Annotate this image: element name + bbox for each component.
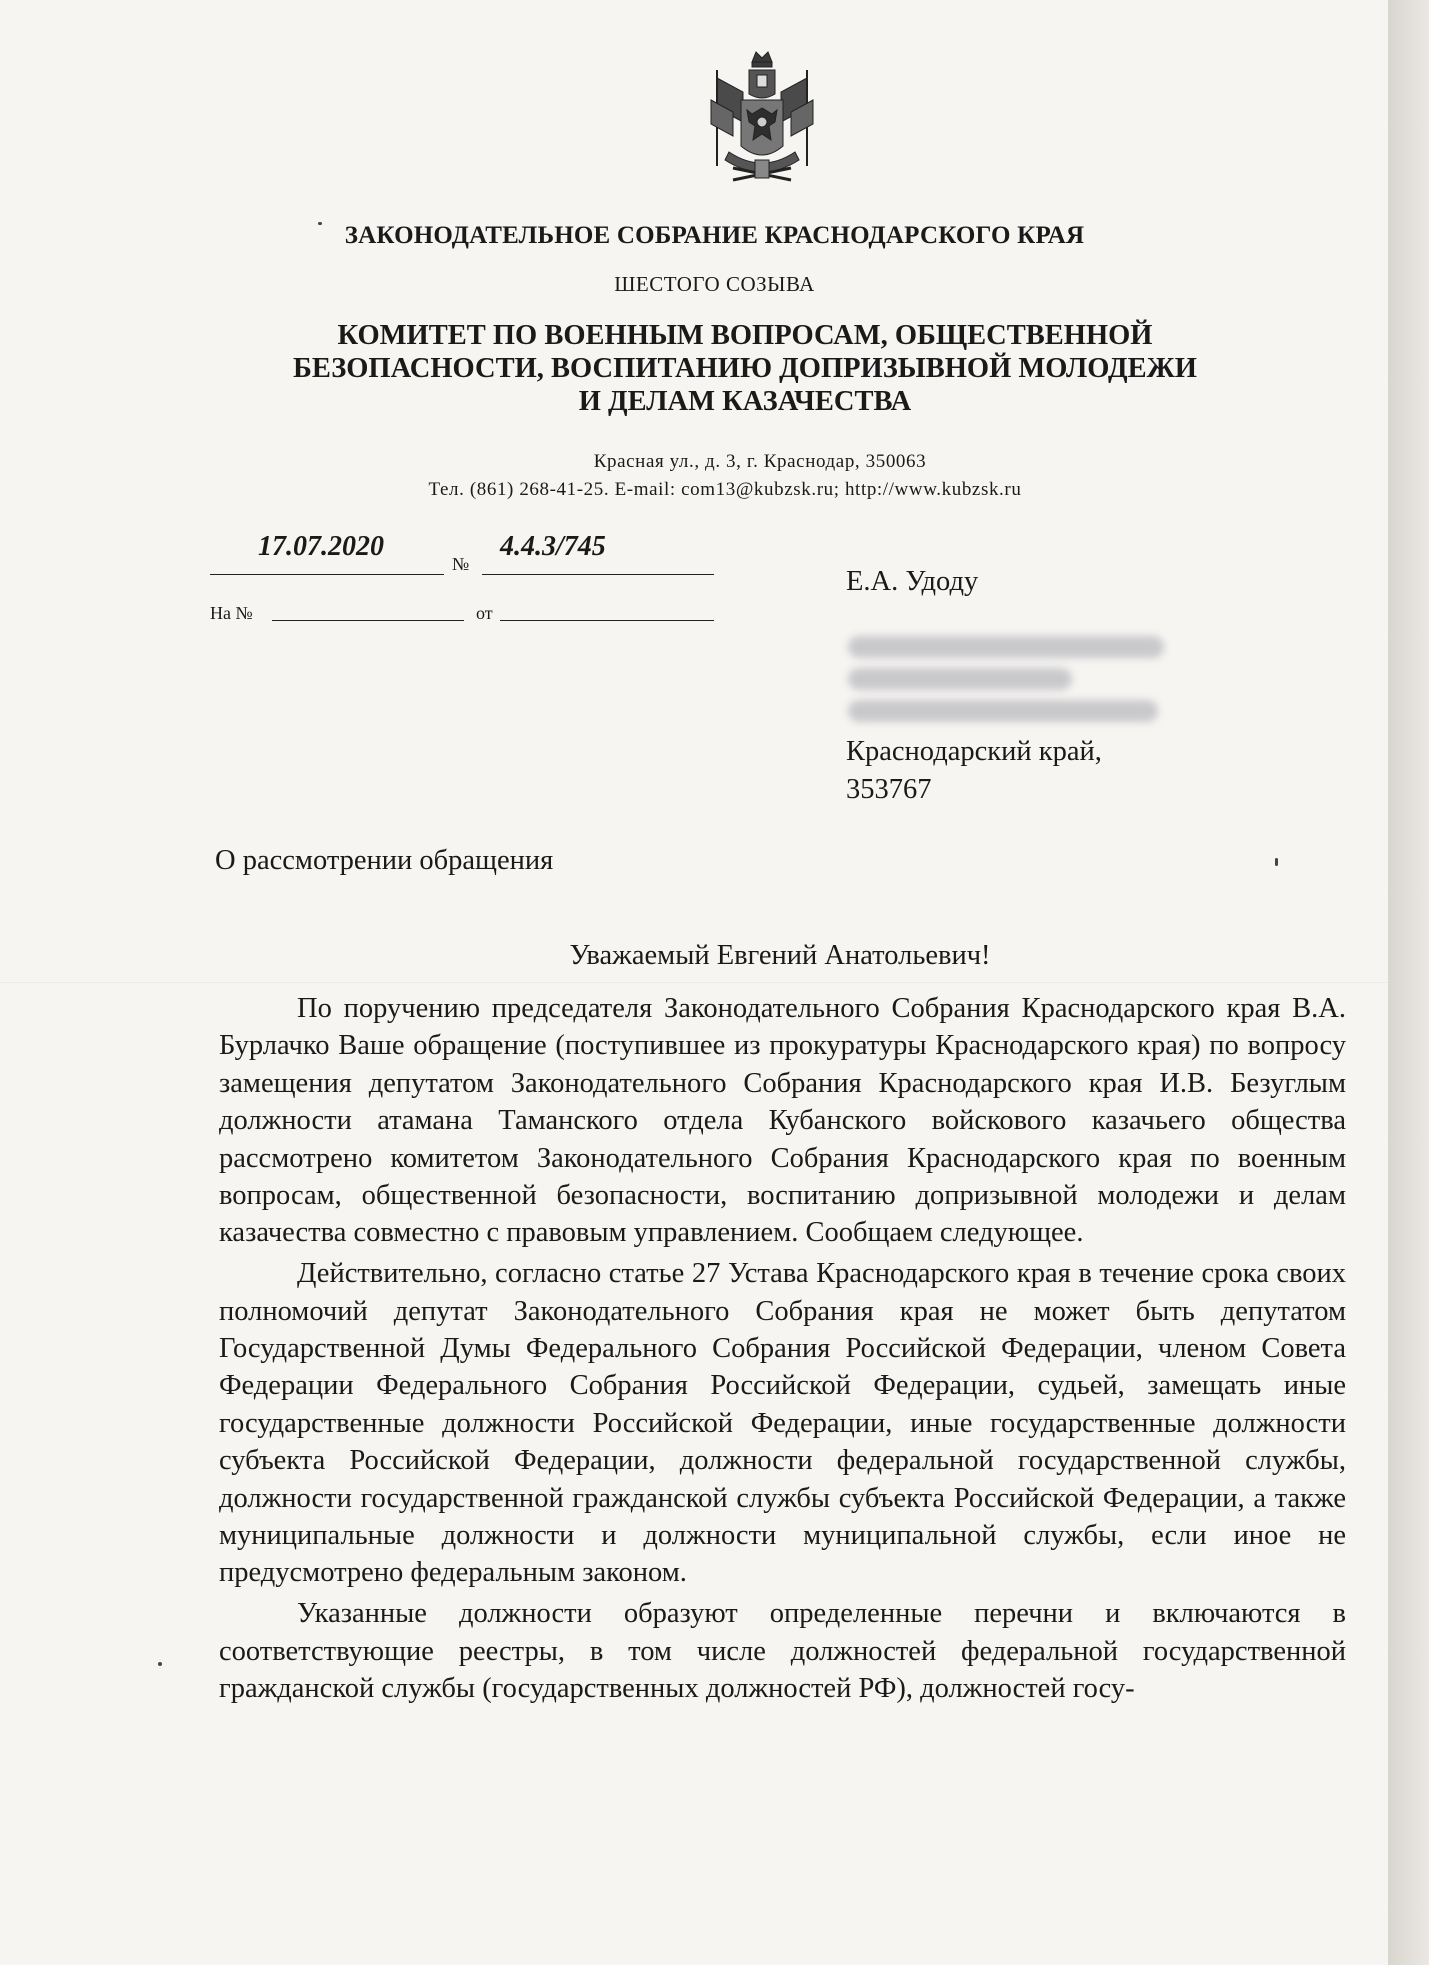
organization-title: ЗАКОНОДАТЕЛЬНОЕ СОБРАНИЕ КРАСНОДАРСКОГО КРАЯ xyxy=(344,222,1085,249)
scan-speck xyxy=(158,1662,162,1666)
letter-subject: О рассмотрении обращения xyxy=(215,845,554,876)
recipient-name: Е.А. Удоду xyxy=(846,566,979,597)
paper-fold xyxy=(0,982,1388,984)
convocation-label: ШЕСТОГО СОЗЫВА xyxy=(614,272,815,296)
salutation: Уважаемый Евгений Анатольевич! xyxy=(569,940,991,971)
reply-number-underline xyxy=(272,620,464,621)
body-paragraph: По поручению председателя Законодательного Собрания Краснодарского края В.А. Бурлачко Ваше обращение (поступившее из прокуратуры Краснодарского края) по вопросу замещения депутатом Законодательного Собрания Краснодарского края И.В. Безуглым должности атамана Таманского отдела Кубанского войскового казачьего общества рассмотрено комитетом Законодательного Собрания Краснодарского края по военным вопросам, общественной безопасности, воспитанию допризывной молодежи и делам казачества совместно с правовым управлением. Сообщаем следующее. xyxy=(219,993,1346,1249)
recipient-region: Краснодарский край, xyxy=(846,736,1102,767)
committee-name-line: КОМИТЕТ ПО ВОЕННЫМ ВОПРОСАМ, ОБЩЕСТВЕННОЙ xyxy=(337,320,1153,351)
in-reply-label: На № xyxy=(210,603,253,623)
letter-body xyxy=(219,990,1346,1711)
scan-speck xyxy=(318,222,322,225)
committee-name-line: И ДЕЛАМ КАЗАЧЕСТВА xyxy=(578,386,912,417)
number-label: № xyxy=(452,554,470,574)
outgoing-number: 4.4.3/745 xyxy=(500,531,606,562)
recipient-postcode: 353767 xyxy=(846,774,932,805)
committee-name xyxy=(0,319,1429,418)
committee-name-line: БЕЗОПАСНОСТИ, ВОСПИТАНИЮ ДОПРИЗЫВНОЙ МОЛОДЕЖИ xyxy=(293,353,1197,384)
body-paragraph: Действительно, согласно статье 27 Устава Краснодарского края в течение срока своих полномочий депутат Законодательного Собрания края не может быть депутатом Государственной Думы Федерального Собрания Российской Федерации, членом Совета Федерации Федерального Собрания Российской Федерации, судьей, замещать иные государственные должности Российской Федерации, иные государственные должности субъекта Российской Федерации, должности федеральной государственной службы, должности государственной гражданской службы субъекта Российской Федерации, а также муниципальные должности и должности муниципальной службы, если иное не предусмотрено федеральным законом. xyxy=(219,1258,1346,1589)
redacted-address-line xyxy=(848,700,1158,722)
redacted-address-line xyxy=(848,636,1164,658)
contact-info: Тел. (861) 268-41-25. E-mail: com13@kubzsk.ru; http://www.kubzsk.ru xyxy=(428,479,1022,500)
outgoing-date: 17.07.2020 xyxy=(258,531,384,562)
body-paragraph: Указанные должности образуют определенные перечни и включаются в соответствующие реестры, в том числе должностей федеральной государственной гражданской службы (государственных должностей РФ), должностей госу- xyxy=(219,1598,1346,1704)
reply-date-underline xyxy=(500,620,714,621)
coat-of-arms-icon xyxy=(703,48,821,198)
number-underline xyxy=(482,574,714,575)
from-label: от xyxy=(476,603,493,623)
redacted-address-line xyxy=(848,668,1072,690)
scan-speck xyxy=(1275,858,1278,866)
postal-address: Красная ул., д. 3, г. Краснодар, 350063 xyxy=(593,451,927,472)
date-underline xyxy=(210,574,444,575)
